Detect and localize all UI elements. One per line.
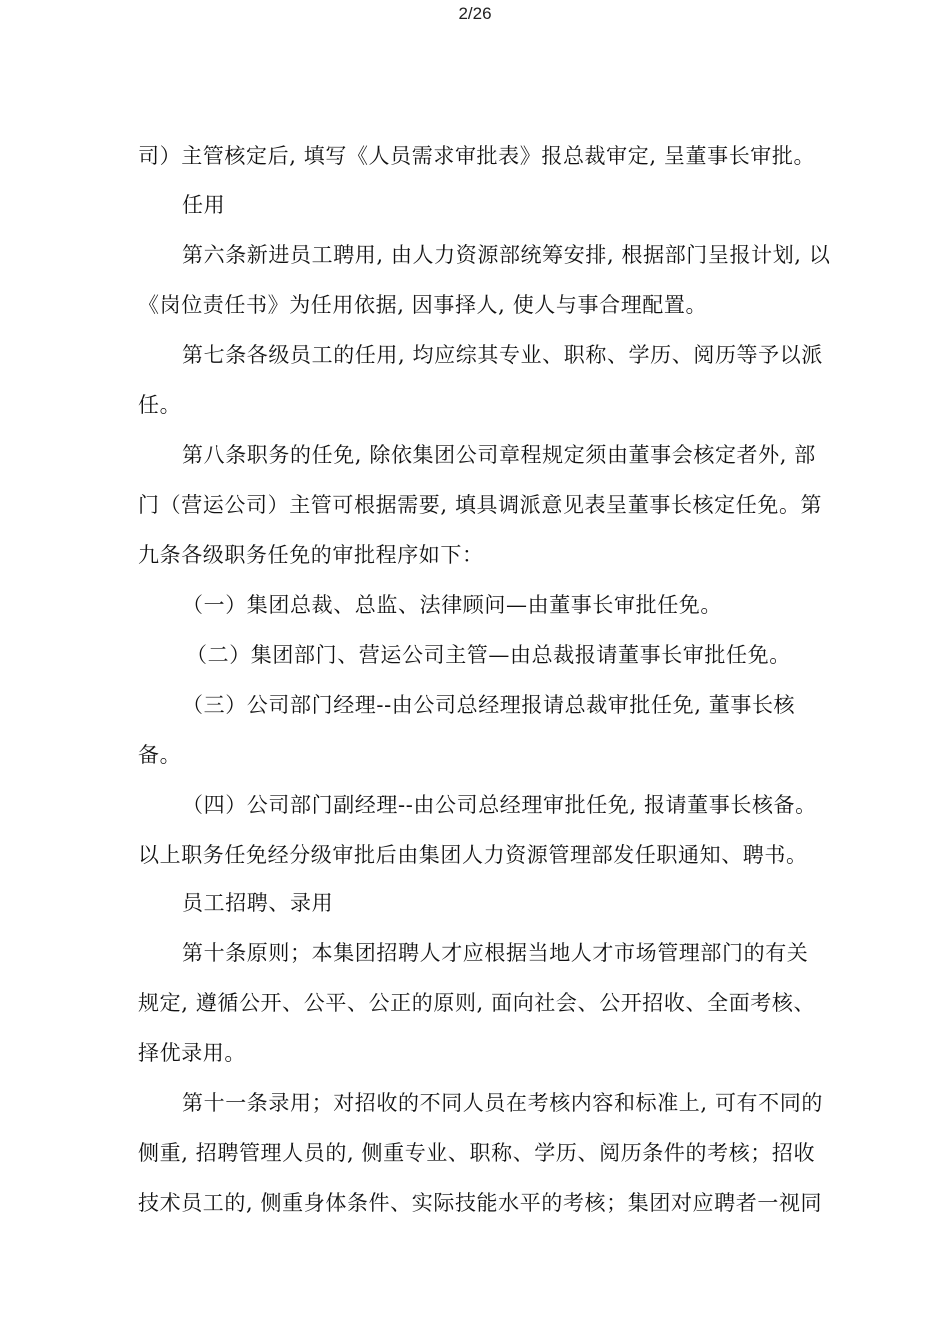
text-line: 任。 <box>138 393 182 417</box>
text-line: 技术员工的, 侧重身体条件、实际技能水平的考核；集团对应聘者一视同 <box>138 1191 823 1215</box>
text-line: 备。 <box>138 743 182 767</box>
text-line: 第七条各级员工的任用, 均应综其专业、职称、学历、阅历等予以派 <box>182 343 823 367</box>
text-line: 侧重, 招聘管理人员的, 侧重专业、职称、学历、阅历条件的考核；招收 <box>138 1141 816 1165</box>
text-line: 第十一条录用；对招收的不同人员在考核内容和标准上, 可有不同的 <box>182 1091 823 1115</box>
text-line: 以上职务任免经分级审批后由集团人力资源管理部发任职通知、聘书。 <box>138 843 808 867</box>
text-line: 第六条新进员工聘用, 由人力资源部统筹安排, 根据部门呈报计划, 以 <box>182 243 831 267</box>
page-number: 2/26 <box>458 4 492 23</box>
list-item: （四）公司部门副经理--由公司总经理审批任免, 报请董事长核备。 <box>182 793 817 817</box>
section-heading: 员工招聘、录用 <box>182 891 334 915</box>
text-line: 规定, 遵循公开、公平、公正的原则, 面向社会、公开招收、全面考核、 <box>138 991 816 1015</box>
text-line: 司）主管核定后, 填写《人员需求审批表》报总裁审定, 呈董事长审批。 <box>138 144 816 168</box>
text-line: 《岗位责任书》为任用依据, 因事择人, 使人与事合理配置。 <box>138 293 708 317</box>
list-item: （三）公司部门经理--由公司总经理报请总裁审批任免, 董事长核 <box>182 693 796 717</box>
text-line: 九条各级职务任免的审批程序如下： <box>138 543 484 567</box>
text-line: 门（营运公司）主管可根据需要, 填具调派意见表呈董事长核定任免。第 <box>138 493 823 517</box>
list-item: （二）集团部门、营运公司主管—由总裁报请董事长审批任免。 <box>186 643 791 667</box>
text-line: 择优录用。 <box>138 1041 246 1065</box>
text-line: 第八条职务的任免, 除依集团公司章程规定须由董事会核定者外, 部 <box>182 443 816 467</box>
text-line: 第十条原则；本集团招聘人才应根据当地人才市场管理部门的有关 <box>182 941 809 965</box>
section-heading: 任用 <box>182 193 226 217</box>
list-item: （一）集团总裁、总监、法律顾问—由董事长审批任免。 <box>182 593 722 617</box>
